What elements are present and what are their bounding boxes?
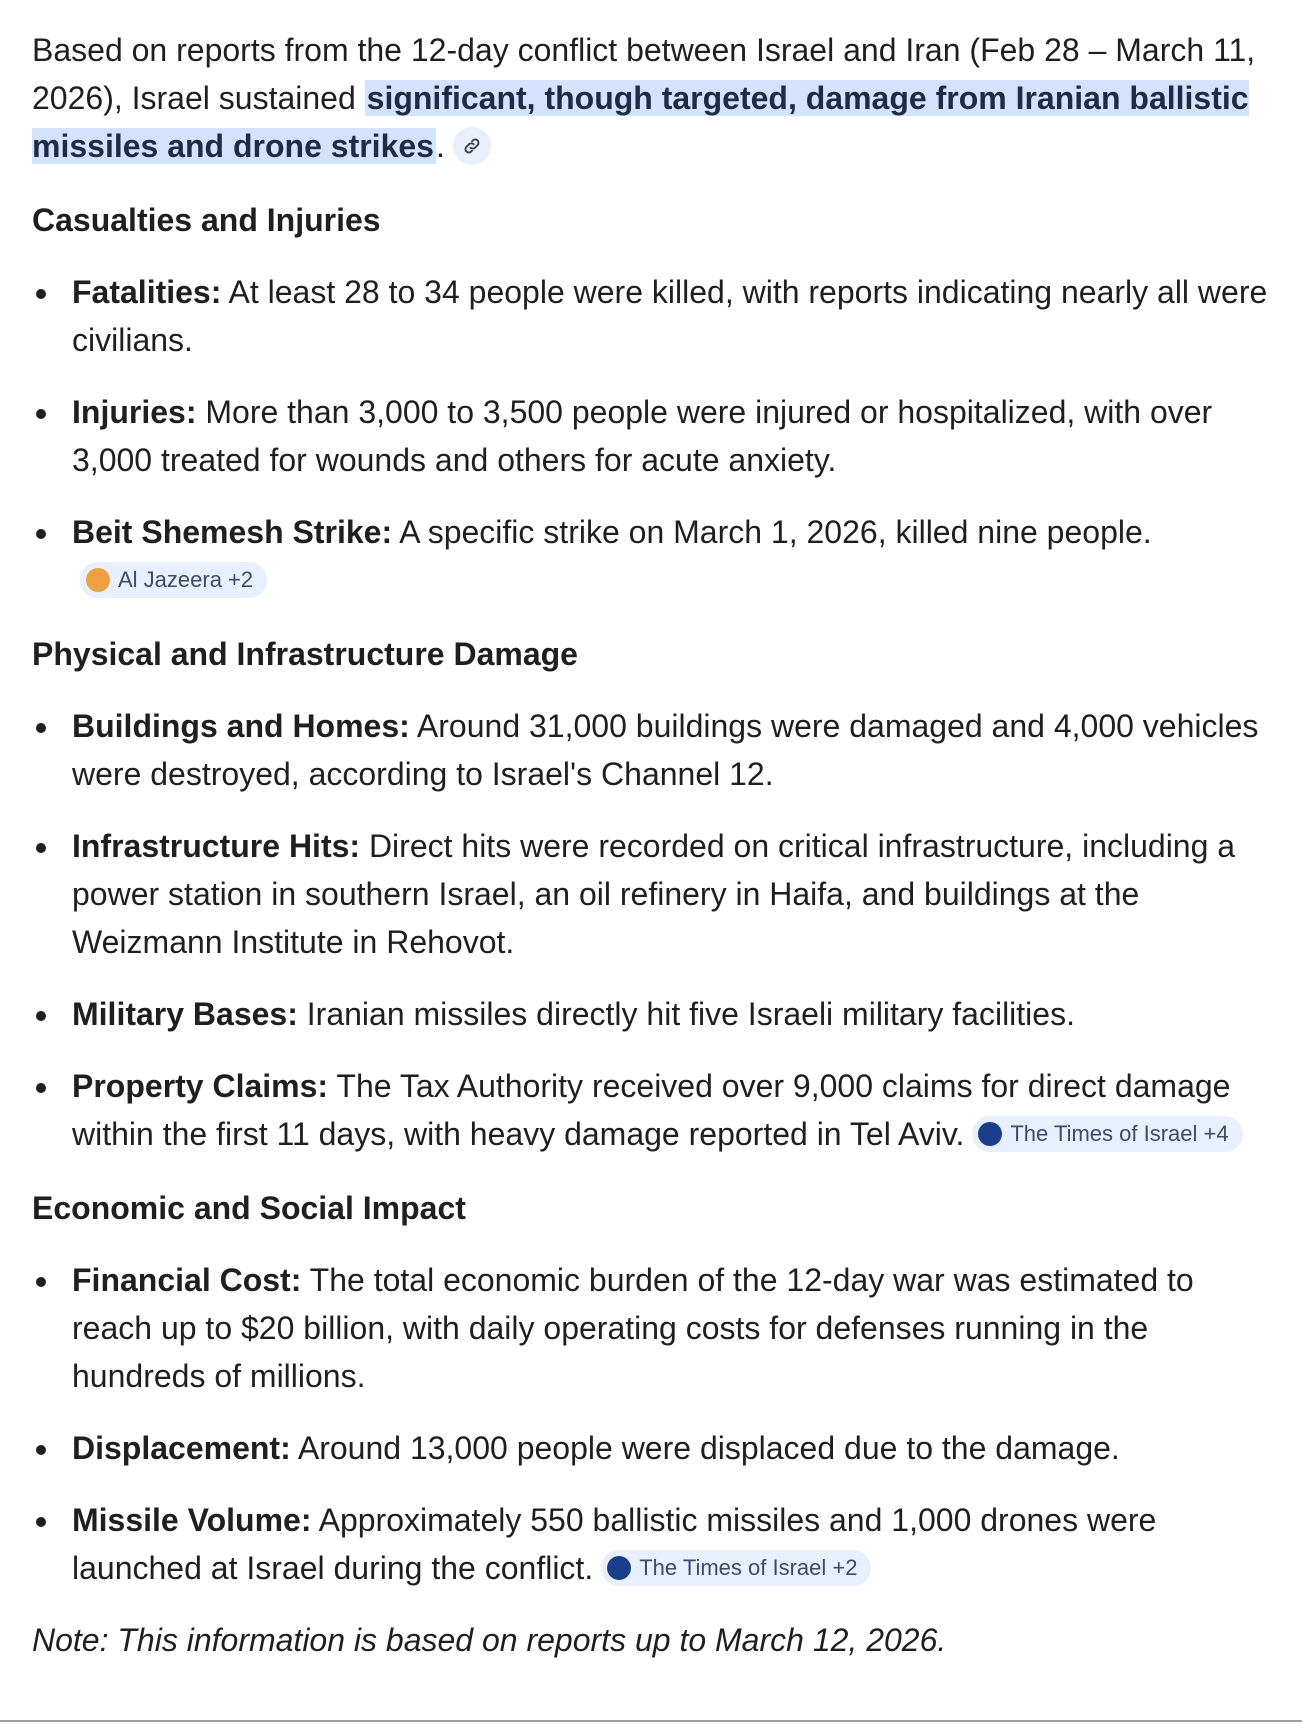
- times-of-israel-logo-icon: [607, 1556, 631, 1580]
- section-heading-economic: Economic and Social Impact: [32, 1190, 466, 1226]
- item-text: Approximately 550 ballistic missiles and 1,000 drones were launched at Israel during the conflict.: [72, 1502, 1157, 1586]
- source-chip-times-of-israel[interactable]: [601, 1550, 871, 1586]
- item-text: More than 3,000 to 3,500 people were injured or hospitalized, with over 3,000 treated for wounds and others for acute anxiety.: [72, 394, 1213, 478]
- list-item: [32, 1256, 1282, 1400]
- list-item: [32, 268, 1282, 364]
- list-item: [32, 388, 1282, 484]
- times-of-israel-logo-icon: [978, 1122, 1002, 1146]
- item-label: Infrastructure Hits:: [72, 828, 361, 864]
- item-text: A specific strike on March 1, 2026, killed nine people.: [392, 514, 1152, 550]
- item-label: Fatalities:: [72, 274, 222, 310]
- item-label: Displacement:: [72, 1430, 291, 1466]
- list-item: [32, 508, 1282, 604]
- intro-paragraph: [32, 26, 1282, 170]
- item-text: The Tax Authority received over 9,000 claims for direct damage within the first 11 days, with heavy damage reported in Tel Aviv.: [72, 1068, 1231, 1152]
- section-heading-infrastructure: Physical and Infrastructure Damage: [32, 636, 578, 672]
- source-chip-label: The Times of Israel +2: [639, 1554, 858, 1580]
- item-label: Beit Shemesh Strike:: [72, 514, 393, 550]
- list-item: [32, 1424, 1282, 1472]
- bottom-divider: [0, 1720, 1302, 1722]
- source-chip-al-jazeera[interactable]: [80, 562, 267, 598]
- item-text: Direct hits were recorded on critical infrastructure, including a power station in southern Israel, an oil refinery in Haifa, and buildings at the Weizmann Institute in Rehovot.: [72, 828, 1236, 960]
- list-item: [32, 822, 1282, 966]
- item-text: The total economic burden of the 12-day war was estimated to reach up to $20 billion, with daily operating costs for defenses running in the hundreds of millions.: [72, 1262, 1194, 1394]
- casualties-list: [32, 268, 1282, 604]
- link-icon[interactable]: [453, 127, 491, 165]
- list-item: [32, 1062, 1282, 1158]
- item-text: At least 28 to 34 people were killed, with reports indicating nearly all were civilians.: [72, 274, 1268, 358]
- source-chip-label: Al Jazeera +2: [118, 566, 254, 592]
- response-body: [32, 26, 1282, 1664]
- item-label: Injuries:: [72, 394, 197, 430]
- item-text: Around 31,000 buildings were damaged and 4,000 vehicles were destroyed, according to Israel's Channel 12.: [72, 708, 1259, 792]
- intro-text-before: Based on reports from the 12-day conflict between Israel and Iran (Feb 28 – March 11, 2026), Israel sustained: [32, 32, 1256, 116]
- list-item: [32, 702, 1282, 798]
- al-jazeera-logo-icon: [86, 568, 110, 592]
- intro-text-after: .: [435, 128, 445, 164]
- item-label: Buildings and Homes:: [72, 708, 410, 744]
- section-heading-casualties: Casualties and Injuries: [32, 202, 381, 238]
- item-label: Property Claims:: [72, 1068, 329, 1104]
- footnote: Note: This information is based on reports up to March 12, 2026.: [32, 1622, 947, 1658]
- infrastructure-list: [32, 702, 1282, 1158]
- item-text: Around 13,000 people were displaced due to the damage.: [290, 1430, 1120, 1466]
- item-label: Missile Volume:: [72, 1502, 312, 1538]
- item-label: Financial Cost:: [72, 1262, 302, 1298]
- list-item: [32, 1496, 1282, 1592]
- highlighted-claim[interactable]: significant, though targeted, damage from Iranian ballistic missiles and drone strikes: [32, 80, 1249, 164]
- item-label: Military Bases:: [72, 996, 298, 1032]
- economic-list: [32, 1256, 1282, 1592]
- list-item: [32, 990, 1282, 1038]
- source-chip-label: The Times of Israel +4: [1010, 1120, 1229, 1146]
- item-text: Iranian missiles directly hit five Israeli military facilities.: [297, 996, 1075, 1032]
- source-chip-times-of-israel[interactable]: [972, 1116, 1242, 1152]
